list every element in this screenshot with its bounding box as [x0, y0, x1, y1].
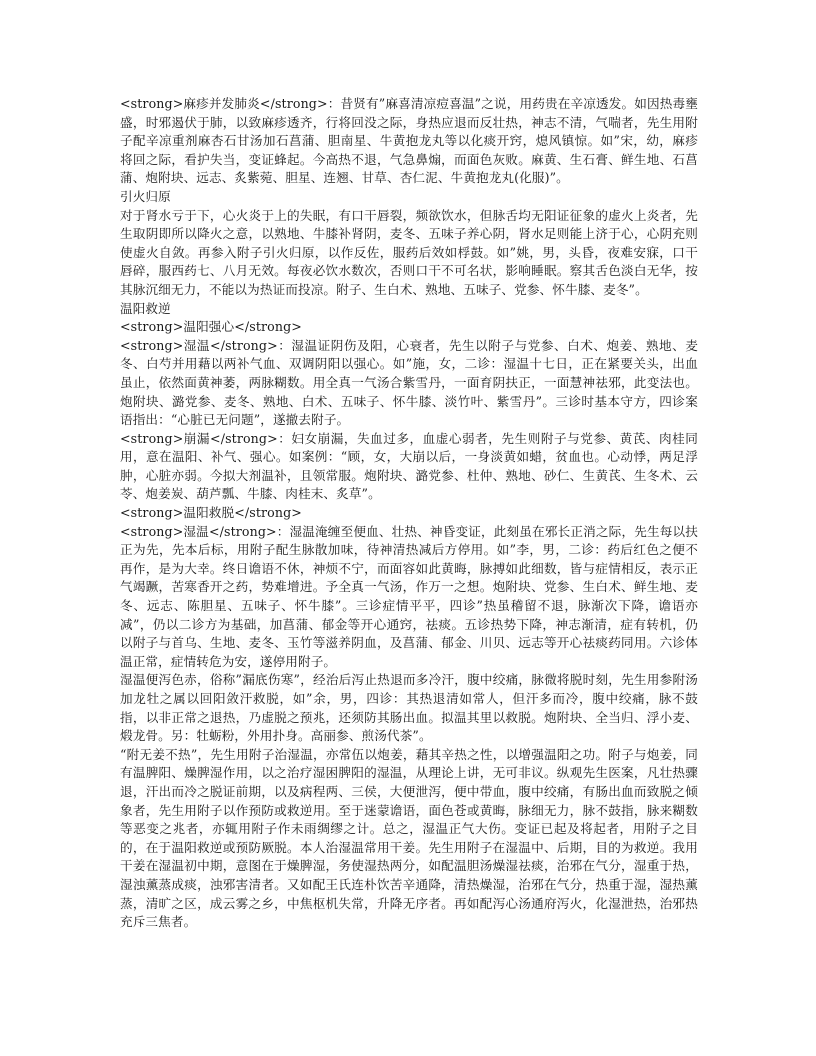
paragraph-damp-warmth-heart: <strong>湿温</strong>：湿温证阴伤及阳，心衰者，先生以附子与党参、白术、炮姜、熟地、麦冬、白芍并用藉以两补气血、双调阴阳以强心。如”施，女，二诊：湿温十七日，正在紧要关头，出血虽止，依然面黄神萎，两脉糊数。用全真一气汤合紫雪丹，一面育阴扶正，一面慧神祛邪，此变法也。炮附块、潞党参、麦冬、熟地、白术、五味子、怀牛膝、淡竹叶、紫雪丹”。三诊时基本守方，四诊案语指出：“心脏已无问题”，遂撤去附子。 — [120, 337, 698, 428]
heading-wen-yang-jiu-tuo: <strong>温阳救脱</strong> — [120, 505, 302, 521]
paragraph-insomnia: 对于肾水亏于下，心火炎于上的失眠，有口干唇裂，频欲饮水，但脉舌均无阳证征象的虚火上炎者，先生取阴即所以降火之意，以熟地、牛膝补肾阴，麦冬、五味子养心阴，肾水足则能上济于心，心阴充则使虚火自敛。再参入附子引火归原，以作反佐，服药后效如桴鼓。如”姚，男，头昏，夜难安寐，口干唇碎，服西药七、八月无效。每夜必饮水数次，否则口干不可名状，影响睡眠。察其舌色淡白无华，按其脉沉细无力，不能以为热证而投凉。附子、生白术、熟地、五味子、党参、怀牛膝、麦冬”。 — [120, 207, 698, 297]
heading-yin-huo-gui-yuan: 引火归原 — [120, 188, 171, 204]
paragraph-measles-pneumonia: <strong>麻疹并发肺炎</strong>：昔贤有”麻喜清凉痘喜温”之说，用药贵在辛凉透发。如因热毒壅盛，时邪遏伏于肺，以致麻疹透齐，行将回没之际，身热应退而反壮热，神志不清，气喘者，先生用附子配辛凉重剂麻杏石甘汤加石菖蒲、胆南星、牛黄抱龙丸等以化痰开窍，熄风镇惊。如”宋，幼，麻疹将回之际，看护失当，变证蜂起。今高热不退，气急鼻煽，而面色灰败。麻黄、生石膏、鲜生地、石菖蒲、炮附块、远志、炙紫菀、胆星、连翘、甘草、杏仁泥、牛黄抱龙丸(化服)”。 — [120, 96, 698, 186]
paragraph-damp-warmth-collapse: <strong>湿温</strong>：湿温淹缠至便血、壮热、神昏变证，此刻虽在邪长正消之际，先生每以扶正为先，先本后标，用附子配生脉散加味，待神清热减后方停用。如”李，男，二诊：药后红色之便不再作，是为大幸。终日谵语不休，神烦不宁，而面容如此黄晦，脉搏如此细数，皆与症情相反，表示正气竭蹶，苦寒香开之药，势难增进。予全真一气汤，作万一之想。炮附块、党参、生白术、鲜生地、麦冬、远志、陈胆星、五味子、怀牛膝”。三诊症情平平，四诊”热虽稽留不退，脉渐次下降，谵语亦减”，仍以二诊方为基础，加菖蒲、郁金等开心通窍，祛痰。五诊热势下降，神志渐清，症有转机，仍以附子与首乌、生地、麦冬、玉竹等滋养阴血，及菖蒲、郁金、川贝、远志等开心祛痰药同用。六诊体温正常，症情转危为安，遂停用附子。 — [120, 523, 698, 669]
paragraph-damp-warmth-diarrhea: 湿温便泻色赤，俗称”漏底伤寒”，经治后泻止热退而多冷汗，腹中绞痛，脉微将脱时刻，先生用参附汤加龙牡之属以回阳敛汗救脱，如”余，男，四诊：其热退清如常人，但汗多而冷，腹中绞痛，脉不鼓指，以非正常之退热，乃虚脱之预兆，还须防其肠出血。拟温其里以救脱。炮附块、全当归、浮小麦、煅龙骨。另：牡蛎粉，外用扑身。高丽参、煎汤代茶”。 — [120, 672, 698, 744]
document-page — [120, 95, 698, 932]
paragraph-metrorrhagia: <strong>崩漏</strong>：妇女崩漏，失血过多，血虚心弱者，先生则附子与党参、黄芪、肉桂同用，意在温阳、补气、强心。如案例：“顾，女，大崩以后，一身淡黄如蜡，贫血也。心动悸，两足浮肿，心脏亦弱。今拟大剂温补，且领常服。炮附块、潞党参、杜仲、熟地、砂仁、生黄芪、生冬术、云苓、炮姜炭、葫芦瓢、牛膝、肉桂末、炙草”。 — [120, 430, 698, 502]
heading-wen-yang-jiu-ni: 温阳救逆 — [120, 300, 171, 316]
heading-wen-yang-qiang-xin: <strong>温阳强心</strong> — [120, 319, 302, 335]
paragraph-fu-wu-jiang: “附无姜不热”，先生用附子治湿温，亦常伍以炮姜，藉其辛热之性，以增强温阳之功。附子与炮姜，同有温脾阳、燥脾湿作用，以之治疗湿困脾阳的湿温，从理论上讲，无可非议。纵观先生医案，凡壮热骤退，汗出而冷之脱证前期，以及病程两、三侯，大便泄泻，便中带血，腹中绞痛，有肠出血而致脱之倾象者，先生用附子以作预防或救逆用。至于迷蒙谵语，面色苍或黄晦，脉细无力，脉不鼓指，脉来糊数等恶变之兆者，亦辄用附子作未雨绸缪之计。总之，湿温正气大伤。变证已起及将起者，用附子之目的，在于温阳救逆或预防厥脱。本人治湿温常用干姜。先生用附子在湿温中、后期，目的为救逆。我用干姜在湿温初中期，意图在于燥脾湿，务使湿热两分，如配温胆汤燥湿祛痰，治邪在气分，湿重于热，湿浊薰蒸成痰，浊邪害清者。又如配王氏连朴饮苦辛通降，清热燥湿，治邪在气分，热重于湿，湿热薰蒸，清旷之区，成云雾之乡，中焦枢机失常，升降无序者。再如配泻心汤通府泻火，化湿泄热，治邪热充斥三焦者。 — [120, 746, 698, 930]
